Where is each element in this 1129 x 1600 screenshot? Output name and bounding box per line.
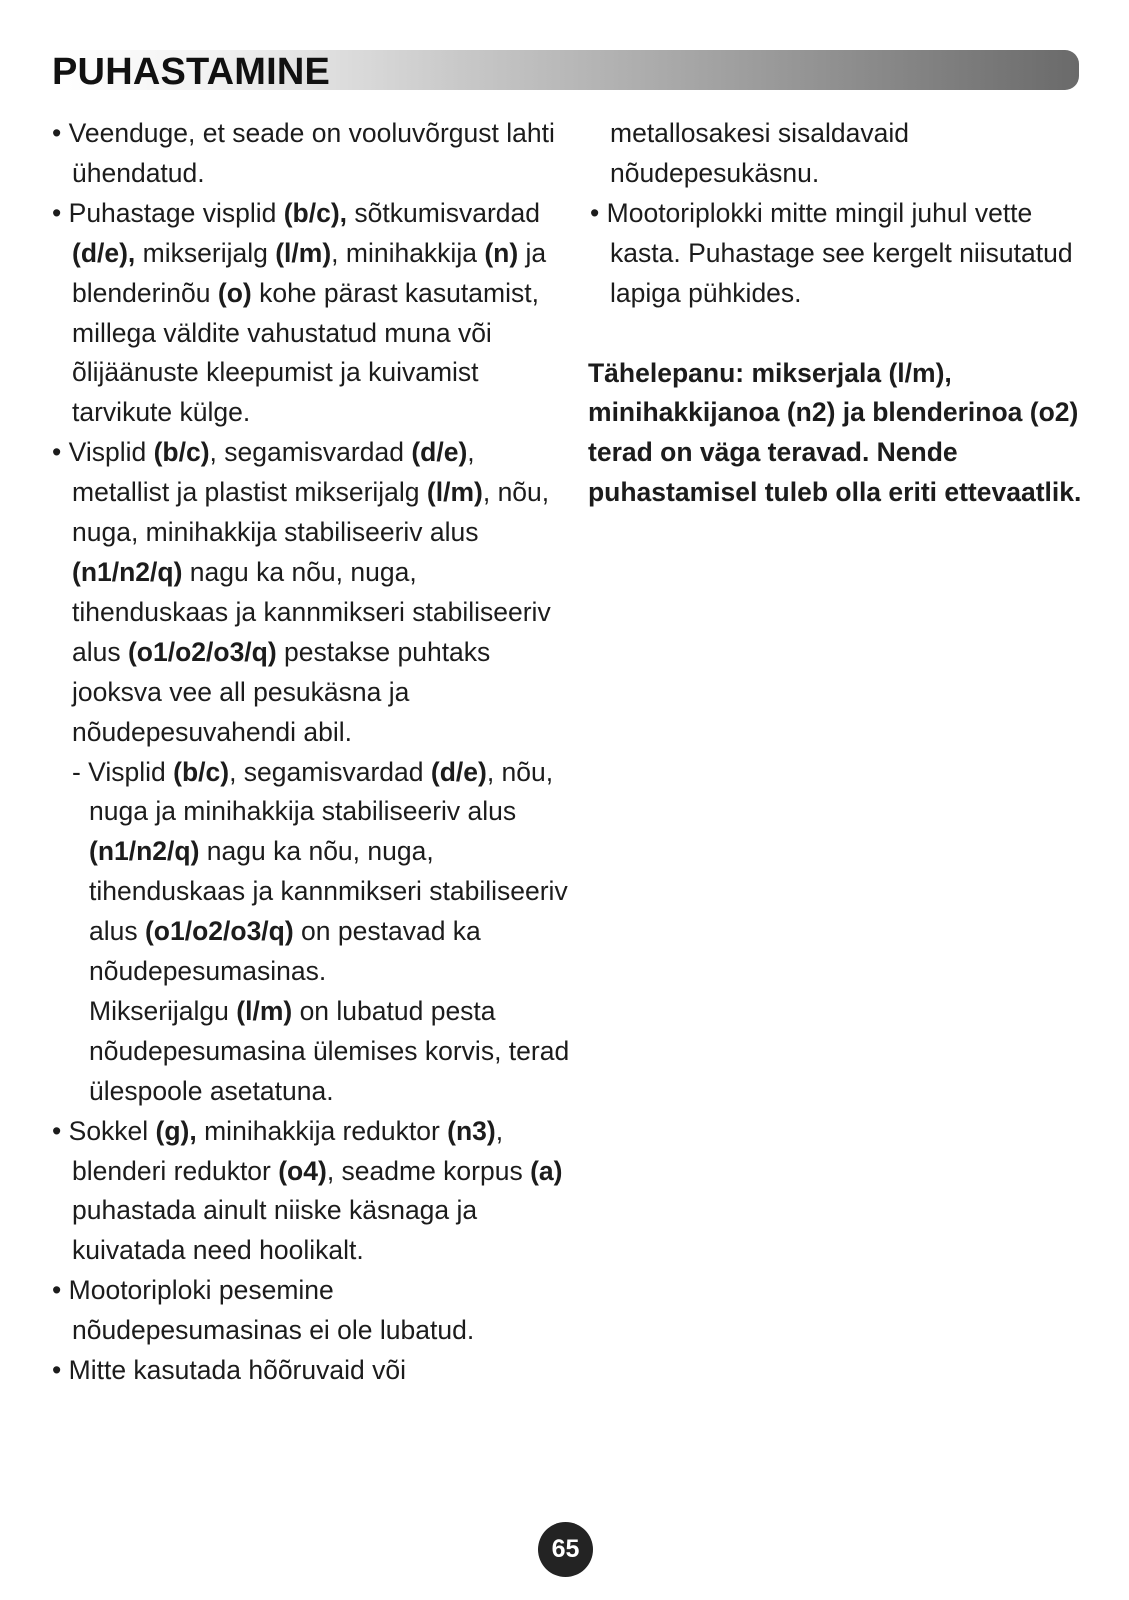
text: , minihakkija — [331, 237, 485, 268]
part-code: (d/e), — [72, 237, 136, 268]
text: • Mootoriplokki mitte mingil juhul vette kasta. Puhastage see kergelt niisutatud lapiga pühkides. — [590, 197, 1073, 308]
text: • Puhastage visplid — [52, 197, 284, 228]
text: , nõu, nuga, minihakkija stabiliseeriv alus — [72, 477, 550, 548]
text: metallosakesi sisaldavaid nõudepesukäsnu. — [610, 118, 910, 188]
text: sõtkumisvardad — [347, 197, 540, 228]
text: - Visplid — [72, 756, 174, 787]
part-code: (n1/n2/q) — [89, 836, 200, 867]
text: , metallist ja plastist mikserijalg — [72, 437, 475, 508]
section-title: PUHASTAMINE — [52, 51, 331, 93]
text: Mikserijalgu — [89, 995, 237, 1026]
bullet-no-abrasive-continued — [588, 114, 1088, 194]
part-code: (o4) — [278, 1155, 327, 1186]
text: nagu ka nõu, nuga, tihenduskaas ja kannmikseri stabiliseeriv alus — [72, 556, 551, 667]
text: ja blenderinõu — [72, 237, 547, 308]
part-code: (b/c) — [153, 437, 210, 468]
part-code: (o1/o2/o3/q) — [144, 916, 294, 947]
bullet-no-submerge-motor — [588, 194, 1088, 314]
part-code: (l/m) — [275, 237, 332, 268]
part-code: (n) — [484, 237, 519, 268]
section-header-bar — [50, 50, 1079, 93]
text: nagu ka nõu, nuga, tihenduskaas ja kannmikseri stabiliseeriv alus — [89, 836, 568, 947]
bullet-no-abrasive — [50, 1351, 570, 1391]
bullet-clean-immediately — [50, 194, 570, 433]
text: , seadme korpus — [326, 1155, 531, 1186]
spacer — [588, 314, 1088, 354]
part-code: (n1/n2/q) — [72, 556, 183, 587]
text: minihakkija reduktor — [196, 1115, 448, 1146]
text: mikserijalg — [135, 237, 276, 268]
part-code: (b/c) — [173, 756, 230, 787]
text: , segamisvardad — [209, 437, 412, 468]
text: , segamisvardad — [229, 756, 431, 787]
part-code: (l/m) — [426, 477, 483, 508]
part-code: (l/m) — [236, 995, 293, 1026]
text: kohe pärast kasutamist, millega väldite vahustatud muna või õlijäänuste kleepumist ja kuivamist tarvikute külge. — [72, 277, 539, 428]
part-code: (d/e) — [411, 437, 468, 468]
bullet-no-dishwasher-motor — [50, 1271, 570, 1351]
bullet-wipe-base — [50, 1112, 570, 1272]
part-code: (o) — [217, 277, 252, 308]
text: , nõu, nuga ja minihakkija stabiliseeriv alus — [89, 756, 554, 827]
sub-item-mixer-leg-dishwasher — [50, 992, 570, 1112]
text: , blenderi reduktor — [72, 1115, 504, 1186]
text: puhastada ainult niiske käsnaga ja kuivatada need hoolikalt. — [72, 1195, 478, 1266]
text: pestakse puhtaks jooksva vee all pesukäsna ja nõudepesuvahendi abil. — [72, 636, 491, 747]
warning-note: Tähelepanu: mikserjala (l/m), minihakkijanoa (n2) ja blenderinoa (o2) terad on väga teravad. Nende puhastamisel tuleb olla eriti ettevaatlik. — [588, 357, 1082, 508]
bullet-disconnect — [50, 114, 570, 194]
text: • Mootoriploki pesemine nõudepesumasinas ei ole lubatud. — [52, 1275, 475, 1346]
text: • Visplid — [52, 437, 154, 468]
part-code: (o1/o2/o3/q) — [127, 636, 277, 667]
part-code: (b/c), — [283, 197, 348, 228]
part-code: (d/e) — [430, 756, 487, 787]
part-code: (a) — [530, 1155, 563, 1186]
sub-item-dishwasher-safe — [50, 753, 570, 992]
text: on pestavad ka nõudepesumasinas. — [89, 916, 481, 987]
part-code: (n3) — [447, 1115, 496, 1146]
left-column — [50, 114, 570, 1391]
part-code: (g), — [155, 1115, 197, 1146]
text: • Mitte kasutada hõõruvaid või — [52, 1355, 406, 1386]
text: • Veenduge, et seade on vooluvõrgust lahti ühendatud. — [52, 118, 555, 188]
text: on lubatud pesta nõudepesumasina ülemises korvis, terad ülespoole asetatuna. — [89, 995, 570, 1106]
bullet-wash-running-water — [50, 433, 570, 752]
page-number-badge: 65 — [538, 1522, 593, 1577]
text: • Sokkel — [52, 1115, 156, 1146]
right-column — [588, 114, 1088, 513]
